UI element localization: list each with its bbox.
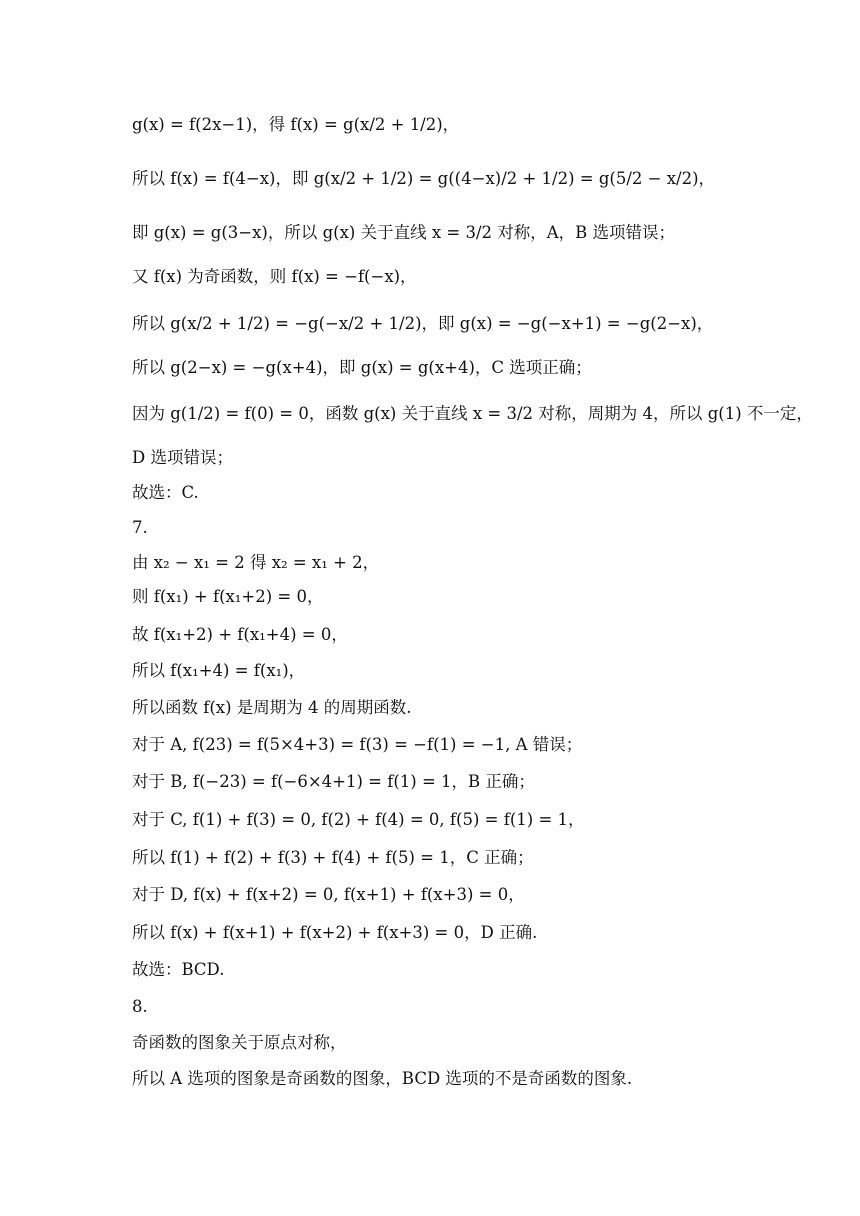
- text-line: 又 f(x) 为奇函数，则 f(x) = −f(−x)，: [132, 267, 417, 286]
- text-line: 所以 f(x) = f(4−x)，即 g(x/2 + 1/2) = g((4−x)/2 + 1/2) = g(5/2 − x/2)，: [132, 169, 716, 188]
- text-line: 由 x₂ − x₁ = 2 得 x₂ = x₁ + 2，: [132, 553, 380, 572]
- text-line: 对于 A, f(23) = f(5×4+3) = f(3) = −f(1) = −1, A 错误；: [132, 735, 583, 754]
- text-line: 因为 g(1/2) = f(0) = 0，函数 g(x) 关于直线 x = 3/2 对称，周期为 4，所以 g(1) 不一定，: [132, 404, 813, 423]
- text-line: 则 f(x₁) + f(x₁+2) = 0，: [132, 587, 324, 606]
- text-line: 故选：BCD.: [132, 960, 225, 979]
- text-line: 所以函数 f(x) 是周期为 4 的周期函数.: [132, 698, 412, 717]
- question-number: 8.: [132, 997, 148, 1016]
- text-line: 所以 g(2−x) = −g(x+4)，即 g(x) = g(x+4)，C 选项正确；: [132, 358, 592, 377]
- text-line: 即 g(x) = g(3−x)，所以 g(x) 关于直线 x = 3/2 对称，A，B 选项错误；: [132, 223, 676, 242]
- question-number: 7.: [132, 518, 148, 537]
- text-line: 所以 g(x/2 + 1/2) = −g(−x/2 + 1/2)，即 g(x) = −g(−x+1) = −g(2−x)，: [132, 314, 714, 333]
- text-line: 所以 f(1) + f(2) + f(3) + f(4) + f(5) = 1，C 正确；: [132, 848, 534, 867]
- text-line: 奇函数的图象关于原点对称，: [132, 1033, 347, 1052]
- text-line: 所以 f(x) + f(x+1) + f(x+2) + f(x+3) = 0，D 正确.: [132, 923, 538, 942]
- text-line: 故 f(x₁+2) + f(x₁+4) = 0，: [132, 625, 348, 644]
- text-line: 对于 C, f(1) + f(3) = 0, f(2) + f(4) = 0, f(5) = f(1) = 1，: [132, 810, 585, 829]
- text-line: g(x) = f(2x−1)，得 f(x) = g(x/2 + 1/2)，: [132, 115, 460, 134]
- text-line: 故选：C.: [132, 483, 199, 502]
- text-line: D 选项错误；: [132, 448, 233, 467]
- text-line: 对于 B, f(−23) = f(−6×4+1) = f(1) = 1，B 正确；: [132, 772, 535, 791]
- text-line: 所以 A 选项的图象是奇函数的图象，BCD 选项的不是奇函数的图象.: [132, 1069, 633, 1088]
- text-line: 所以 f(x₁+4) = f(x₁)，: [132, 661, 306, 680]
- text-line: 对于 D, f(x) + f(x+2) = 0, f(x+1) + f(x+3) = 0，: [132, 885, 525, 904]
